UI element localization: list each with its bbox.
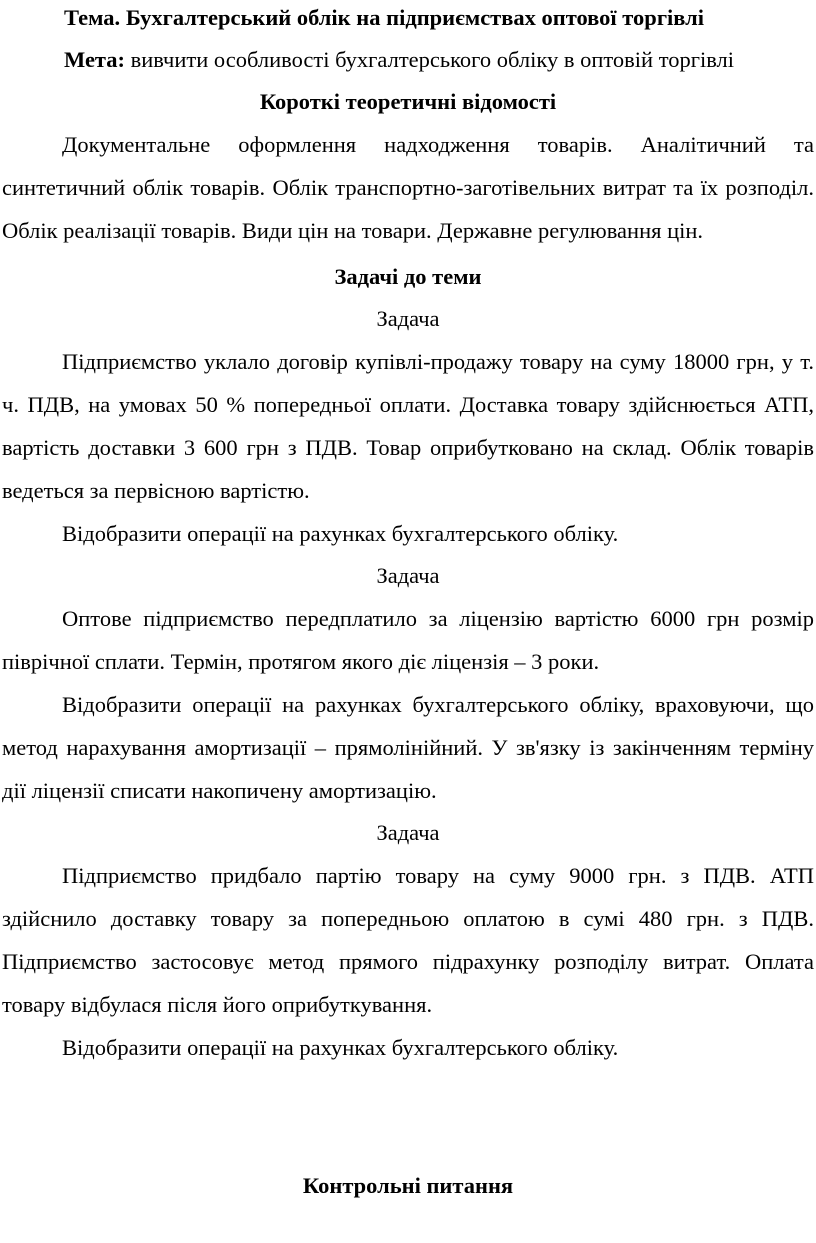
theory-heading: Короткі теоретичні відомості <box>259 89 557 114</box>
topic-label: Тема. <box>64 5 121 30</box>
task-2-paragraph-1: Оптове підприємство передплатило за ліцензію вартістю 6000 грн розмір піврічної сплати. Термін, протягом якого діє ліцензія – 3 роки. <box>2 606 814 674</box>
task-1-paragraph-2: Відобразити операції на рахунках бухгалтерського обліку. <box>62 521 619 546</box>
topic-text: Бухгалтерський облік на підприємствах оптової торгівлі <box>125 5 705 30</box>
goal-line <box>2 39 814 81</box>
task-3-paragraph-2: Відобразити операції на рахунках бухгалтерського обліку. <box>62 1035 619 1060</box>
topic-line <box>2 0 814 39</box>
task-2-paragraph-2: Відобразити операції на рахунках бухгалтерського обліку, враховуючи, що метод нарахування амортизації – прямолінійний. У зв'язку із закінченням терміну дії ліцензії списати накопичену амортизацію. <box>2 692 814 803</box>
tasks-heading: Задачі до теми <box>334 264 482 289</box>
task-3-heading: Задача <box>376 820 440 845</box>
task-1-heading: Задача <box>376 306 440 331</box>
theory-paragraph: Документальне оформлення надходження товарів. Аналітичний та синтетичний облік товарів. Облік транспортно-заготівельних витрат та їх розподіл. Облік реалізації товарів. Види цін на товари. Державне регулювання цін. <box>2 132 814 243</box>
task-1-paragraph-1: Підприємство уклало договір купівлі-продажу товару на суму 18000 грн, у т. ч. ПДВ, на умовах 50 % попередньої оплати. Доставка товару здійснюється АТП, вартість доставки 3 600 грн з ПДВ. Товар оприбутковано на склад. Облік товарів ведеться за первісною вартістю. <box>2 349 814 503</box>
control-questions-heading: Контрольні питання <box>302 1173 514 1198</box>
task-3-paragraph-1: Підприємство придбало партію товару на суму 9000 грн. з ПДВ. АТП здійснило доставку товару за попередньою оплатою в сумі 480 грн. з ПДВ. Підприємство застосовує метод прямого підрахунку розподілу витрат. Оплата товару відбулася після його оприбуткування. <box>2 863 814 1017</box>
task-2-heading: Задача <box>376 563 440 588</box>
goal-text: вивчити особливості бухгалтерського обліку в оптовій торгівлі <box>130 47 735 72</box>
section-spacer <box>2 1069 814 1165</box>
goal-label: Мета: <box>64 47 125 72</box>
